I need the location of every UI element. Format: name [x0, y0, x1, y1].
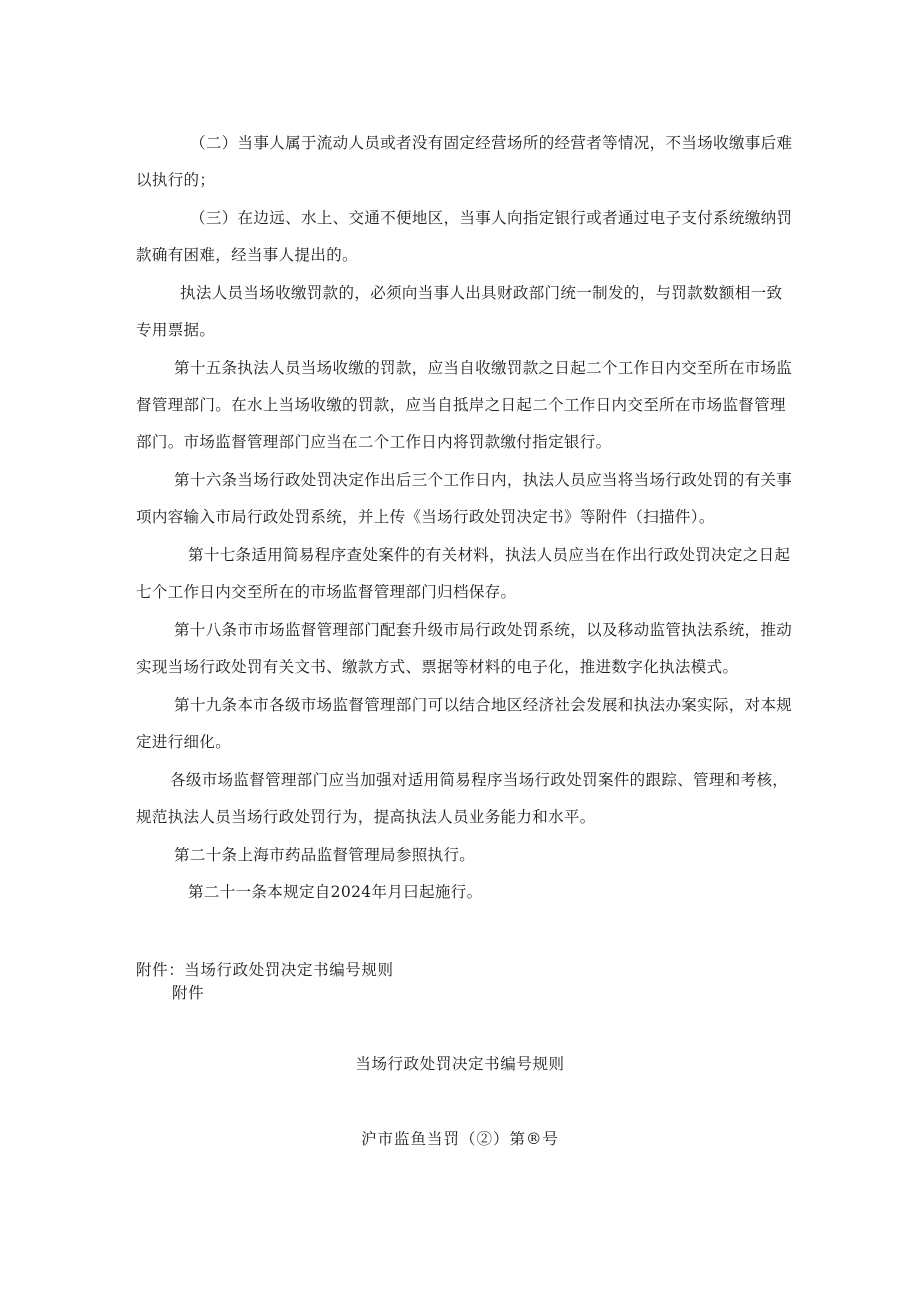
item-3-line-2: 款确有困难，经当事人提出的。: [136, 246, 358, 264]
article-15-line-1: 第十五条执法人员当场收缴的罚款，应当自收缴罚款之日起二个工作日内交至所在市场监: [174, 359, 793, 377]
article-16-line-1: 第十六条当场行政处罚决定作出后三个工作日内，执法人员应当将当场行政处罚的有关事: [174, 471, 793, 489]
article-18-line-2: 实现当场行政处罚有关文书、缴款方式、票据等材料的电子化，推进数字化执法模式。: [136, 658, 739, 676]
article-15-line-2: 督管理部门。在水上当场收缴的罚款，应当自抵岸之日起二个工作日内交至所在市场监督管理: [136, 396, 786, 414]
numbering-format: 沪市监鱼当罚（②）第®号: [360, 1130, 559, 1148]
article-16-line-2: 项内容输入市局行政处罚系统，并上传《当场行政处罚决定书》等附件（扫描件）。: [136, 508, 715, 526]
article-20-line-1: 第二十条上海市药品监督管理局参照执行。: [174, 846, 476, 864]
attachment-note: 附件：当场行政处罚决定书编号规则: [136, 961, 394, 979]
article-19-line-2: 定进行细化。: [136, 733, 232, 751]
article-17-line-2: 七个工作日内交至所在的市场监督管理部门归档保存。: [136, 583, 517, 601]
supervision-line-2: 规范执法人员当场行政处罚行为，提高执法人员业务能力和水平。: [136, 808, 596, 826]
attachment-label: 附件: [172, 984, 205, 1002]
item-2-line-1: （二）当事人属于流动人员或者没有固定经营场所的经营者等情况，不当场收缴事后难: [190, 134, 793, 152]
receipt-rule-line-2: 专用票据。: [136, 321, 216, 339]
supervision-line-1: 各级市场监督管理部门应当加强对适用简易程序当场行政处罚案件的跟踪、管理和考核，: [170, 771, 789, 789]
receipt-rule-line-1: 执法人员当场收缴罚款的，必须向当事人出具财政部门统一制发的，与罚款数额相一致: [180, 284, 783, 302]
article-17-line-1: 第十七条适用简易程序查处案件的有关材料，执法人员应当在作出行政处罚决定之日起: [188, 546, 791, 564]
article-21-line-1: 第二十一条本规定自2024年月曰起施行。: [188, 883, 483, 901]
attachment-title: 当场行政处罚决定书编号规则: [355, 1055, 565, 1073]
article-19-line-1: 第十九条本市各级市场监督管理部门可以结合地区经济社会发展和执法办案实际，对本规: [174, 696, 793, 714]
article-18-line-1: 第十八条市市场监督管理部门配套升级市局行政处罚系统，以及移动监管执法系统，推动: [174, 621, 793, 639]
item-3-line-1: （三）在边远、水上、交通不便地区，当事人向指定银行或者通过电子支付系统缴纳罚: [190, 209, 793, 227]
article-15-line-3: 部门。市场监督管理部门应当在二个工作日内将罚款缴付指定银行。: [136, 433, 612, 451]
item-2-line-2: 以执行的；: [136, 171, 216, 189]
